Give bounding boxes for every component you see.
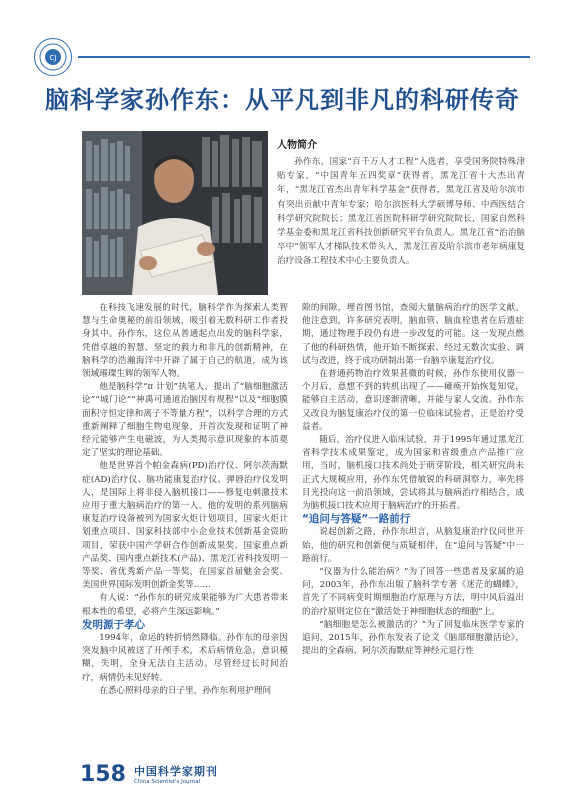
svg-text:CJ: CJ [49, 54, 57, 62]
magazine-seal-logo [34, 38, 72, 76]
profile-heading: 人物简介 [277, 140, 317, 151]
page-footer [80, 760, 218, 786]
portrait-photo [82, 131, 268, 295]
header-rule [78, 56, 530, 58]
paragraph: 随后，治疗仪进入临床试验，并于1995年通过黑龙江省科学技术成果鉴定，成为国家和省级重点产品推广应用，当时，脑机接口技术尚处于萌芽阶段，相关研究尚未正式大规模应用，孙作东凭借敏锐的科研洞察力，率先将目光投向这一前沿领域，尝试将其与脑病治疗相结合，成为脑机接口技术应用于脑病治疗的开拓者。 [302, 435, 524, 512]
section-heading: 发明源于孝心 [82, 618, 145, 631]
paragraph: 隙的间隙，埋首图书馆，查阅大量脑病治疗的医学文献。他注意到，许多研究表明，脑血管、脑血栓患者在后遗症期，通过物理手段仍有进一步改复的可能。这一发现点燃了他的科研热情，他开始不断探索、经过无数次实验、调试与改进，终于成功研制出第一台脑卒康复治疗仪。 [302, 303, 524, 366]
magazine-name-cn: 中国科学家期刊 [133, 765, 218, 778]
section-heading: “追问与答疑”一路前行 [302, 513, 411, 526]
paragraph: 在科技飞速发展的时代，脑科学作为探索人类智慧与生命奥秘的前沿领域，吸引着无数科研工作者投身其中。孙作东，这位从普通起点出发的脑科学家，凭借卓越的智慧、坚定的毅力和非凡的创新精神，在脑科学的浩瀚海洋中开辟了属于自己的航道，成为该领域璀璨生辉的领军人物。 [82, 303, 288, 380]
article-title: 脑科学家孙作东：从平凡到非凡的科研传奇 [45, 86, 520, 114]
left-column [82, 302, 288, 698]
profile-body: 孙作东，国家“百千万人才工程”入选者，享受国务院特殊津贴专家，“中国青年五四奖章”获得者，黑龙江省十大杰出青年，“黑龙江省杰出青年科学基金”获得者，黑龙江省及哈尔滨市有突出贡献中青年专家；哈尔滨医科大学硕博导师、中西医结合科学研究院院长；黑龙江省医院科研学研究院院长，国家自然科学基金委和黑龙江省科技创新研究平台负责人。黑龙江省“治治脑卒中”领军人才梯队技术带头人，黑龙江省及哈尔滨市老年病康复治疗设备工程技术中心主要负责人。 [277, 157, 525, 267]
paragraph: 在普通药物治疗效果甚微的时候，孙作东使用仪器一个月后，意想不到的转机出现了——瘫痪开始恢复知觉，能够自主活动，意识逐渐清晰，并能与家人交流。孙作东又改良为脑复康治疗仪的第一位临床试验者，正是治疗受益者。 [302, 369, 524, 432]
paragraph: “脑细胞是怎么被激活的？”为了回复临床医学专家的追问，2015年，孙作东发表了论文《脑部细胞激活论》，提出的全森病、阿尔茨海默症等神经元退行性 [302, 619, 524, 657]
page-number: 158 [80, 762, 126, 787]
paragraph: 他是世界首个帕金森病(PD)治疗仪、阿尔茨海默症(AD)治疗仪、脑功能康复治疗仪、弹唇治疗仪发明人，是国际上将非侵入脑机接口——修复电刺激技术应用于重大脑病治疗的第一人。他的发明的系列脑病康复治疗设备被列为国家火炬计划项目，国家火炬计划重点项目、国家科技部中小企业技术创新基金资助项目，荣获中国产学研合作创新成果奖、国家重点新产品奖、国内重点新技术(产品)、黑龙江省科技发明一等奖、省优秀新产品一等奖，在国家首届魅金会奖、美国世界国际发明创新金奖等…… [82, 461, 288, 591]
right-column [302, 302, 524, 658]
seal-emblem-icon [38, 42, 68, 72]
paragraph: “仪器为什么能治病？”为了回答一些患者及家属的追问，2003年，孙作东出版了脑科学专著《迷茫的蝴蝶》，首先了不同病变时期细胞治疗原理与方法，明中风后溢出的治疗原则定位在“激活处于神细胞状态的细胞”上。 [302, 567, 524, 617]
paragraph: 说起创新之路，孙作东坦言，从脑复康治疗仪问世开始，他的研究和创新便与质疑相伴，在“追问与答疑”中一路前行。 [302, 527, 524, 564]
magazine-name-en: China Scientist's Journal [133, 779, 201, 785]
profile-box [277, 136, 525, 269]
paragraph: 在悉心照料母亲的日子里，孙作东利用护理间 [99, 685, 272, 696]
magazine-name [134, 766, 218, 786]
paragraph: 他是脑科学“π 计划”执笔人，提出了“脑细胞激活论”“城门论”“神禹可通道治脑因有规程”以及“细胞膜面积守恒定律和离子不等量方程”，以科学合理的方式重新阐释了细胞生物电现象，开首次发现和证明了神经元能够产生电磁波，为人类揭示意识现象的本质奠定了坚实的理论基础。 [82, 382, 288, 459]
paragraph: 1994年，命运的转折悄然降临。孙作东的母亲因突发脑中风被送了开颅手术，术后病情危急，意识模糊，失明，全身无法自主活动。尽管经过长时间治疗，病情仍未见好转。 [82, 633, 288, 683]
paragraph: 有人说：“孙作东的研究成果能够为广大患者带来根本性的希望，必将产生深远影响。” [82, 593, 288, 617]
